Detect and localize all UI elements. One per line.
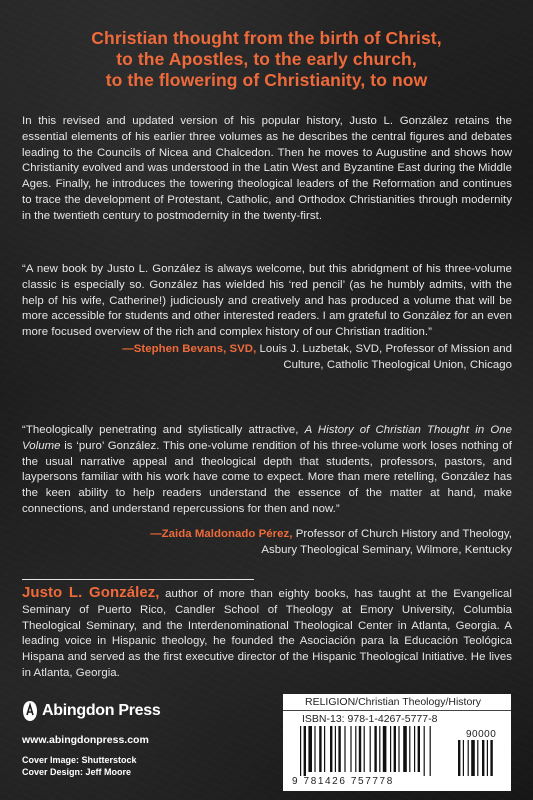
barcode-bar xyxy=(344,726,345,772)
publisher-logo xyxy=(22,700,160,722)
barcode-bar xyxy=(300,726,301,776)
barcode-bar xyxy=(379,726,380,772)
barcode-bar xyxy=(418,726,420,772)
barcode-bar xyxy=(364,726,365,772)
barcode-addon-bar xyxy=(468,740,469,776)
author-bio-text: author of more than eighty books, has taught at the Evangelical Seminary of Puerto Rico, Candler School of Theology at Emory University, Columbia Theological Seminary, and the Interdenominational Theological Center in Atlanta, Georgia. A leading voice in Hispanic theology, he founded the Asociación para la Educación Teológica Hispana and served as the first executive director of the Hispanic Theological Initiative. He lives in Atlanta, Georgia. xyxy=(22,588,512,679)
endorsement-1-attribution xyxy=(22,342,512,374)
endorsement-2-name: —Zaida Maldonado Pérez, xyxy=(150,528,293,540)
endorsement-2-title-line-2: Asbury Theological Seminary, Wilmore, Kentucky xyxy=(261,543,512,556)
barcode-bar xyxy=(374,726,376,772)
endorsement-2-book-title: A History of Christian Thought in One Volume xyxy=(22,424,512,452)
barcode-bar xyxy=(319,726,321,772)
barcode-bar xyxy=(430,726,431,776)
endorsement-2-title-line-1: Professor of Church History and Theology, xyxy=(295,528,512,540)
barcode-bar xyxy=(414,726,415,772)
barcode-addon-bar xyxy=(490,740,492,776)
barcode-bar xyxy=(304,726,306,776)
cover-design-credit: Cover Design: Jeff Moore xyxy=(22,767,132,777)
barcode-bar xyxy=(308,726,312,772)
barcode-bar xyxy=(403,726,407,772)
endorsement-2-attribution xyxy=(22,527,512,559)
endorsement-2-quote xyxy=(22,423,512,518)
headline-line-2: to the Apostles, to the early church, xyxy=(116,49,417,69)
barcode-addon-bar xyxy=(471,740,475,776)
endorsement-1-title-line-2: Culture, Catholic Theological Union, Chicago xyxy=(283,358,512,371)
barcode-addon-bar xyxy=(458,740,460,776)
barcode-bar xyxy=(409,726,410,772)
book-description: In this revised and updated version of his popular history, Justo L. González retains the essential elements of his earlier three volumes as he describes the central figures and debates leading to the Councils of Nicea and Chalcedon. Then he moves to Augustine and shows how Christianity evolved and was understood in the Latin West and Byzantine East during the Middle Ages. Finally, he introduces the towering theological leaders of the Reformation and continues to trace the development of Protestant, Catholic, and Orthodox Christianities through modernity in the twentieth century to postmodernity in the twenty-first. xyxy=(22,115,512,222)
barcode-divider xyxy=(283,710,511,711)
author-name: Justo L. González, xyxy=(22,584,160,601)
barcode-bar xyxy=(350,726,351,772)
barcode-digits: 9 781426 757778 xyxy=(292,776,394,787)
headline xyxy=(20,28,513,91)
publisher-url: www.abingdonpress.com xyxy=(22,734,149,746)
barcode-bar xyxy=(394,726,396,772)
headline-line-3: to the flowering of Christianity, to now xyxy=(105,70,428,90)
barcode-bar xyxy=(355,726,356,772)
barcode-bar xyxy=(370,726,371,772)
barcode-addon-bar xyxy=(482,740,484,776)
barcode-bar xyxy=(324,726,325,772)
price-code: 90000 xyxy=(466,729,497,740)
barcode-addon-bar xyxy=(463,740,464,776)
barcode-addon-bar xyxy=(477,740,478,776)
endorsement-2-quote-start: “Theologically penetrating and stylistically attractive, xyxy=(22,424,299,436)
barcode-bar xyxy=(359,726,361,772)
barcode-bar xyxy=(383,726,387,772)
cover-image-credit: Cover Image: Shutterstock xyxy=(22,755,137,765)
barcode-bar xyxy=(398,726,399,772)
barcode-bar xyxy=(314,726,315,772)
bisac-category: RELIGION/Christian Theology/History xyxy=(305,696,482,708)
abingdon-logo-icon xyxy=(22,700,38,722)
isbn-label: ISBN-13: 978-1-4267-5777-8 xyxy=(302,713,438,725)
bio-divider xyxy=(22,579,254,580)
endorsement-2-quote-rest: is ‘puro’ González. This one-volume rendition of his three-volume work loses nothing of the usual narrative appeal and theological depth that students, professors, pastors, and laypersons familiar with his work have come to expect. More than mere retelling, González has the keen ability to help readers understand the essence of the matter at hand, make connections, and understand repercussions for then and now.” xyxy=(22,439,513,515)
endorsement-1-title-line-1: Louis J. Luzbetak, SVD, Professor of Mission and xyxy=(259,343,512,355)
publisher-logo-text: Abingdon Press xyxy=(42,702,161,719)
headline-line-1: Christian thought from the birth of Christ, xyxy=(91,28,442,48)
barcode-bar xyxy=(335,726,336,772)
barcode-addon-bar xyxy=(487,740,488,776)
barcode-bar xyxy=(424,726,425,776)
author-bio xyxy=(22,585,512,682)
endorsement-1-name: —Stephen Bevans, SVD, xyxy=(122,343,257,355)
barcode-bar xyxy=(330,726,332,772)
endorsement-1-quote: “A new book by Justo L. González is always welcome, but this abridgment of his three-volume classic is especially so. González has wielded his ‘red pencil’ (as he humbly admits, with the help of his wife, Catherine!) judiciously and creatively and has produced a volume that will be more accessible for students and other interested readers. I am grateful to González for an even more focused overview of the rich and complex history of our Christian tradition.” xyxy=(22,263,512,339)
barcode-bar xyxy=(390,726,391,772)
barcode-bar xyxy=(338,726,340,772)
